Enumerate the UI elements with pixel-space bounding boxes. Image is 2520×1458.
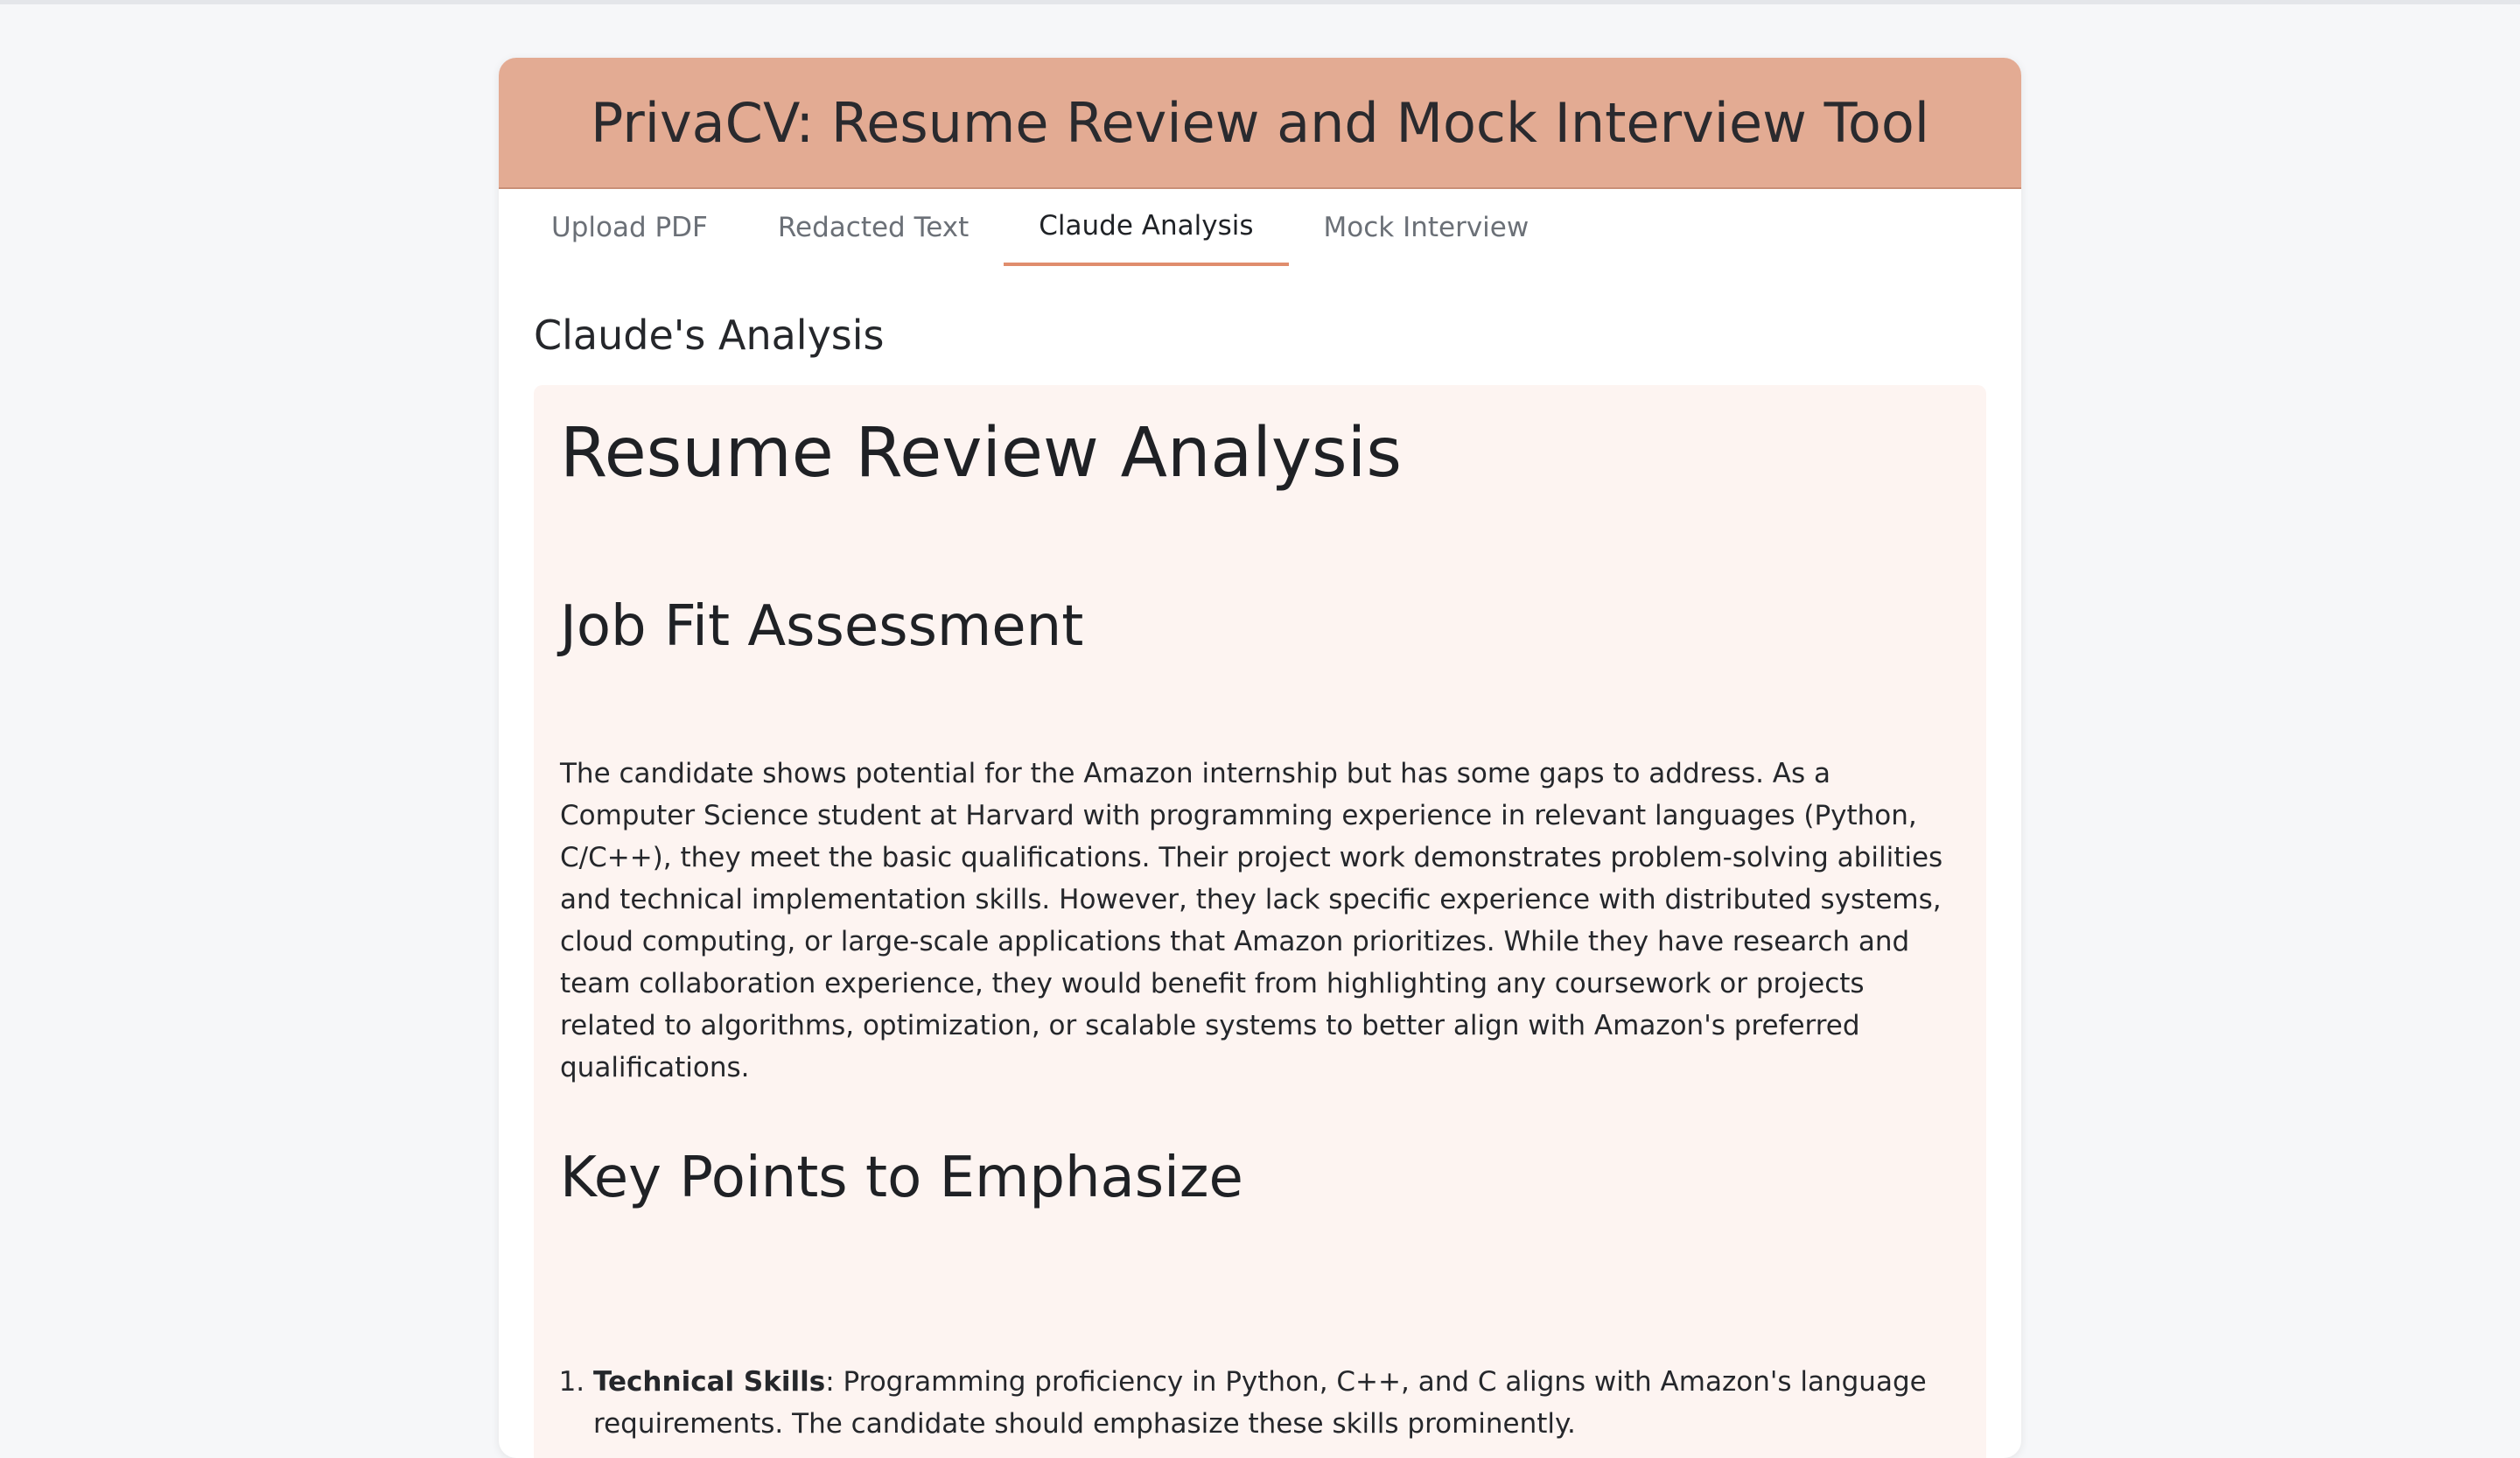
list-item-label: Technical Skills — [593, 1366, 826, 1398]
tab-bar — [499, 189, 2021, 268]
key-points-list — [560, 1361, 1993, 1445]
tab-claude-analysis[interactable]: Claude Analysis — [1004, 189, 1288, 266]
analysis-panel — [534, 385, 1986, 1458]
tab-redacted-text[interactable]: Redacted Text — [777, 212, 970, 243]
list-item-text: : Programming proficiency in Python, C++, and C aligns with Amazon's language requirements. The candidate should emphasize these skills prominently. — [593, 1366, 1927, 1440]
top-divider — [0, 0, 2520, 4]
key-points-heading: Key Points to Emphasize — [560, 1146, 1243, 1210]
job-fit-heading: Job Fit Assessment — [560, 594, 1084, 659]
analysis-title: Resume Review Analysis — [560, 414, 1402, 493]
app-card — [499, 58, 2021, 1458]
list-item — [593, 1361, 1993, 1445]
tab-mock-interview[interactable]: Mock Interview — [1323, 212, 1530, 243]
tab-upload-pdf[interactable]: Upload PDF — [551, 212, 708, 243]
section-title: Claude's Analysis — [534, 312, 885, 359]
job-fit-text: The candidate shows potential for the Amazon internship but has some gaps to address. As a Computer Science student at Harvard with programming experience in relevant languages (Python, C/C++), they meet the basic qualifications. Their project work demonstrates problem-solving abilities and technical implementation skills. However, they lack specific experience with distributed systems, cloud computing, or large-scale applications that Amazon prioritizes. While they have research and team collaboration experience, they would benefit from highlighting any coursework or projects related to algorithms, optimization, or scalable systems to better align with Amazon's preferred qualifications. — [560, 758, 1943, 1083]
app-title: PrivaCV: Resume Review and Mock Interview Tool — [590, 90, 1930, 155]
app-header — [499, 58, 2021, 189]
